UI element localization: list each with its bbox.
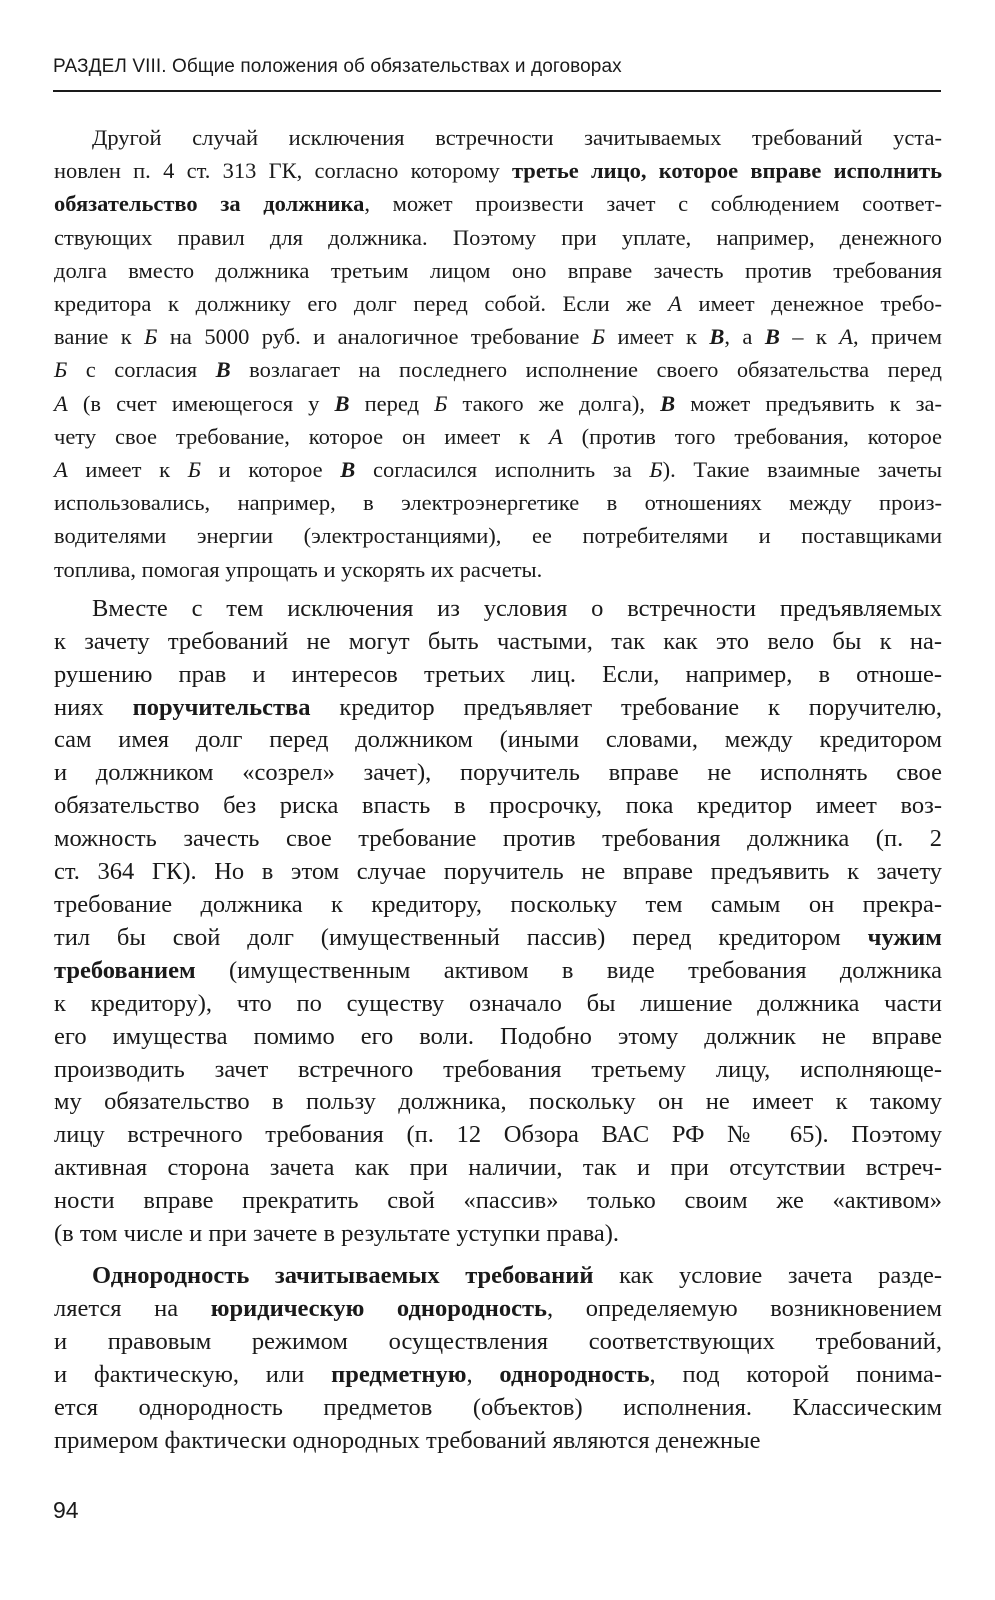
italic-letter: А bbox=[839, 324, 854, 350]
bold-term: третье лицо, которое вправе исполнить bbox=[511, 158, 943, 184]
text-run: ст. 364 ГК). Но в этом случае поручитель не вправе предъявить к зачету bbox=[54, 858, 942, 886]
text-line bbox=[54, 187, 942, 220]
text-line bbox=[54, 1392, 942, 1425]
bold-term: однородность bbox=[499, 1360, 650, 1388]
text-run: может предъявить к за- bbox=[675, 390, 943, 416]
italic-letter: В bbox=[340, 457, 356, 483]
text-run: кредитора к должнику его долг перед собой. Если же bbox=[54, 291, 669, 317]
text-line bbox=[54, 593, 942, 626]
italic-letter: Б bbox=[591, 324, 606, 350]
text-line bbox=[54, 955, 942, 988]
text-run: на 5000 руб. и аналогичное требование bbox=[157, 324, 592, 350]
italic-letter: Б bbox=[54, 357, 68, 383]
text-run: и правовым режимом осуществления соответствующих требований, bbox=[54, 1327, 942, 1355]
text-run: , может произвести зачет с соблюдением соответ- bbox=[364, 191, 942, 217]
bold-term: требованием bbox=[54, 956, 196, 984]
text-line bbox=[54, 922, 942, 955]
italic-letter: В bbox=[709, 324, 725, 350]
italic-letter: В bbox=[334, 390, 350, 416]
text-line bbox=[54, 320, 942, 353]
italic-letter: В bbox=[215, 357, 231, 383]
text-run: и которое bbox=[201, 457, 341, 483]
italic-letter: А bbox=[668, 291, 682, 317]
text-line bbox=[54, 553, 942, 586]
text-line bbox=[54, 1218, 942, 1251]
text-line bbox=[54, 692, 942, 725]
text-line bbox=[54, 988, 942, 1021]
text-run: тил бы свой долг (имущественный пассив) перед кредитором bbox=[54, 923, 868, 951]
text-run: лицу встречного требования (п. 12 Обзора ВАС РФ № 65). Поэтому bbox=[54, 1121, 942, 1149]
text-run: ниях bbox=[54, 693, 133, 721]
text-line bbox=[54, 1185, 942, 1218]
text-line bbox=[54, 1054, 942, 1087]
italic-letter: Б bbox=[649, 457, 663, 483]
text-run: водителями энергии (электростанциями), ее потребителями и поставщиками bbox=[54, 523, 942, 549]
text-line bbox=[54, 486, 942, 519]
text-run: чету свое требование, которое он имеет к bbox=[54, 423, 550, 449]
text-run: (в том числе и при зачете в результате уступки права). bbox=[54, 1220, 620, 1248]
text-run: , определяемую возникновением bbox=[547, 1294, 942, 1322]
text-line bbox=[54, 1086, 942, 1119]
text-run: имеет денежное требо- bbox=[681, 291, 942, 317]
text-line bbox=[54, 757, 942, 790]
text-run: ности вправе прекратить свой «пассив» только своим же «активом» bbox=[54, 1187, 942, 1215]
text-run: имеет к bbox=[67, 457, 188, 483]
bold-term: поручительства bbox=[132, 693, 311, 721]
text-run: к кредитору), что по существу означало бы лишение должника части bbox=[54, 989, 942, 1017]
italic-letter: Б bbox=[144, 324, 158, 350]
text-run: перед bbox=[349, 390, 435, 416]
italic-letter: В bbox=[764, 324, 780, 350]
text-line bbox=[54, 387, 942, 420]
text-run: его имущества помимо его воли. Подобно этому должник не вправе bbox=[54, 1022, 942, 1050]
text-run: ). Такие взаимные зачеты bbox=[662, 457, 942, 483]
text-line bbox=[54, 823, 942, 856]
text-run: требование должника к кредитору, поскольку тем самым он прекра- bbox=[54, 891, 942, 918]
text-run: с согласия bbox=[67, 357, 216, 383]
text-line bbox=[54, 1021, 942, 1054]
text-line bbox=[54, 1359, 942, 1392]
text-line bbox=[54, 856, 942, 889]
text-run: Другой случай исключения встречности зачитываемых требований уста- bbox=[92, 125, 942, 150]
text-run: , bbox=[466, 1360, 500, 1388]
text-run: сам имея долг перед должником (иными словами, между кредитором bbox=[54, 726, 942, 754]
text-run: ствующих правил для должника. Поэтому при уплате, например, денежного bbox=[54, 224, 942, 250]
text-run: топлива, помогая упрощать и ускорять их расчеты. bbox=[54, 556, 543, 582]
text-run: му обязательство в пользу должника, поскольку он не имеет к такому bbox=[54, 1088, 942, 1116]
text-line bbox=[54, 1119, 942, 1152]
text-line bbox=[54, 353, 942, 386]
text-run: и фактическую, или bbox=[54, 1360, 332, 1388]
text-run: – к bbox=[779, 324, 840, 350]
text-line bbox=[54, 1293, 942, 1326]
text-run: имеет к bbox=[605, 324, 710, 350]
text-run: , а bbox=[724, 324, 765, 350]
italic-letter: В bbox=[660, 390, 676, 416]
bold-term: предметную bbox=[331, 1360, 467, 1388]
italic-letter: А bbox=[549, 423, 563, 449]
text-line bbox=[54, 724, 942, 757]
text-run: (имущественным активом в виде требования должника bbox=[195, 956, 942, 984]
text-run: к зачету требований не могут быть частыми, так как это вело бы к на- bbox=[54, 627, 942, 655]
text-run: (в счет имеющегося у bbox=[67, 390, 335, 416]
text-line bbox=[54, 659, 942, 692]
text-run: , причем bbox=[853, 324, 942, 350]
text-line bbox=[54, 420, 942, 453]
page-number: 94 bbox=[53, 1497, 79, 1523]
text-run: можность зачесть свое требование против требования должника (п. 2 bbox=[54, 825, 942, 853]
text-line bbox=[54, 1260, 942, 1293]
text-run: согласился исполнить за bbox=[355, 457, 650, 483]
text-run: рушению прав и интересов третьих лиц. Если, например, в отноше- bbox=[54, 660, 942, 688]
italic-letter: Б bbox=[187, 457, 201, 483]
text-run: примером фактически однородных требований являются денежные bbox=[54, 1426, 761, 1454]
text-run: такого же долга), bbox=[447, 390, 661, 416]
text-run: ляется на bbox=[54, 1294, 211, 1322]
text-line bbox=[54, 1425, 942, 1458]
bold-term: обязательство за должника bbox=[54, 191, 365, 217]
text-line bbox=[54, 889, 942, 922]
text-run: новлен п. 4 ст. 313 ГК, согласно которому bbox=[54, 158, 512, 184]
italic-letter: А bbox=[54, 390, 68, 416]
text-line bbox=[54, 790, 942, 823]
text-run: обязательство без риска впасть в просрочку, пока кредитор имеет воз- bbox=[54, 792, 942, 820]
text-line bbox=[54, 1152, 942, 1185]
text-run: и должником «созрел» зачет), поручитель вправе не исполнять свое bbox=[54, 759, 942, 787]
text-line bbox=[54, 1326, 942, 1359]
body-text bbox=[54, 121, 942, 1457]
text-run: как условие зачета разде- bbox=[593, 1261, 942, 1289]
text-line bbox=[54, 453, 942, 486]
text-line bbox=[54, 254, 942, 287]
bold-term: чужим bbox=[867, 923, 942, 951]
text-run: активная сторона зачета как при наличии, так и при отсутствии встреч- bbox=[54, 1154, 942, 1182]
text-line bbox=[54, 221, 942, 254]
italic-letter: Б bbox=[434, 390, 448, 416]
running-header: РАЗДЕЛ VIII. Общие положения об обязательствах и договорах bbox=[53, 56, 622, 77]
text-run: кредитор предъявляет требование к поручителю, bbox=[310, 693, 942, 721]
text-line bbox=[54, 121, 942, 154]
text-run: использовались, например, в электроэнергетике в отношениях между произ- bbox=[54, 490, 942, 516]
text-run: производить зачет встречного требования третьему лицу, исполняюще- bbox=[54, 1055, 942, 1083]
text-line bbox=[54, 287, 942, 320]
paragraph-third-party-setoff bbox=[54, 121, 942, 586]
text-line bbox=[54, 154, 942, 187]
paragraph-surety-exceptions bbox=[54, 593, 942, 1251]
text-run: , под которой понима- bbox=[649, 1360, 943, 1388]
text-run: Вместе с тем исключения из условия о встречности предъявляемых bbox=[92, 594, 942, 622]
italic-letter: А bbox=[54, 457, 68, 483]
text-run: возлагает на последнего исполнение своего обязательства перед bbox=[230, 357, 942, 383]
header-divider bbox=[53, 90, 941, 92]
text-run: долга вместо должника третьим лицом оно вправе зачесть против требования bbox=[54, 257, 942, 283]
text-run: (против того требования, которое bbox=[562, 423, 943, 449]
paragraph-homogeneity bbox=[54, 1260, 942, 1457]
bold-term: Однородность зачитываемых требований bbox=[92, 1261, 594, 1289]
text-line bbox=[54, 519, 942, 552]
text-line bbox=[54, 626, 942, 659]
text-run: вание к bbox=[54, 324, 145, 350]
bold-term: юридическую однородность bbox=[210, 1294, 547, 1322]
text-run: ется однородность предметов (объектов) исполнения. Классическим bbox=[54, 1393, 942, 1421]
